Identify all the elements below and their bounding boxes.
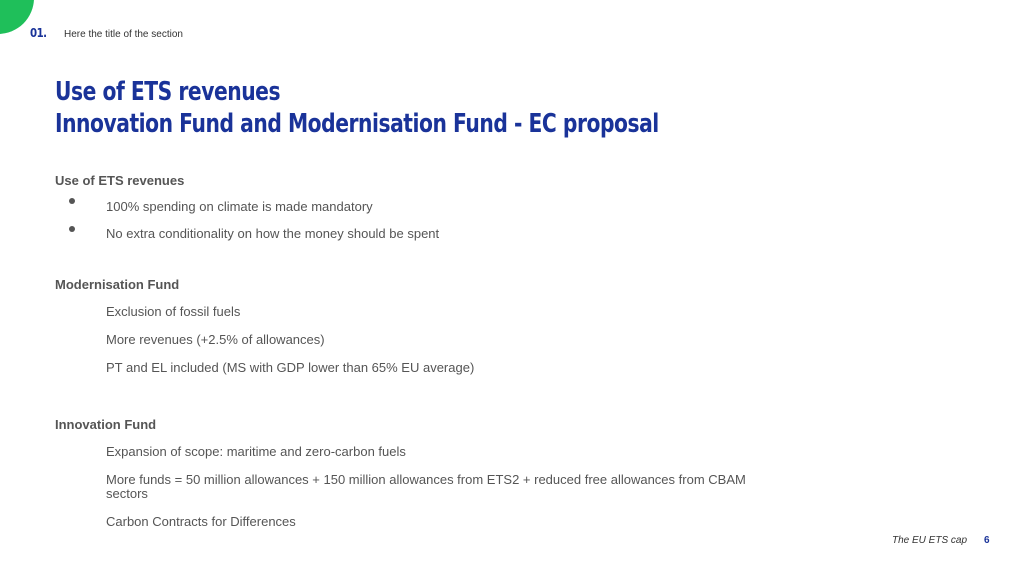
heading-innovation-fund: Innovation Fund bbox=[55, 417, 157, 432]
heading-modernisation-fund: Modernisation Fund bbox=[55, 277, 180, 292]
bullet-icon bbox=[69, 198, 75, 204]
list-item: 100% spending on climate is made mandatory bbox=[106, 199, 373, 214]
bullet-icon bbox=[69, 226, 75, 232]
list-item: More funds = 50 million allowances + 150 million allowances from ETS2 + reduced free allowances from CBAM sectors bbox=[106, 472, 746, 501]
page-title-line-1: Use of ETS revenues bbox=[55, 77, 281, 107]
footer-text: The EU ETS cap bbox=[892, 535, 968, 546]
list-item: More revenues (+2.5% of allowances) bbox=[106, 332, 325, 347]
list-item: Expansion of scope: maritime and zero-carbon fuels bbox=[106, 444, 406, 459]
page-title-line-2: Innovation Fund and Modernisation Fund - EC proposal bbox=[55, 109, 659, 139]
section-number: 01. bbox=[30, 26, 47, 40]
list-item: Exclusion of fossil fuels bbox=[106, 304, 241, 319]
heading-use-of-ets-revenues: Use of ETS revenues bbox=[55, 173, 185, 188]
page-number: 6 bbox=[984, 535, 990, 546]
corner-decoration bbox=[0, 0, 34, 34]
section-title: Here the title of the section bbox=[64, 29, 183, 40]
list-item: PT and EL included (MS with GDP lower than 65% EU average) bbox=[106, 360, 475, 375]
page-title bbox=[55, 76, 955, 140]
list-item: Carbon Contracts for Differences bbox=[106, 514, 296, 529]
list-item: No extra conditionality on how the money should be spent bbox=[106, 226, 440, 241]
